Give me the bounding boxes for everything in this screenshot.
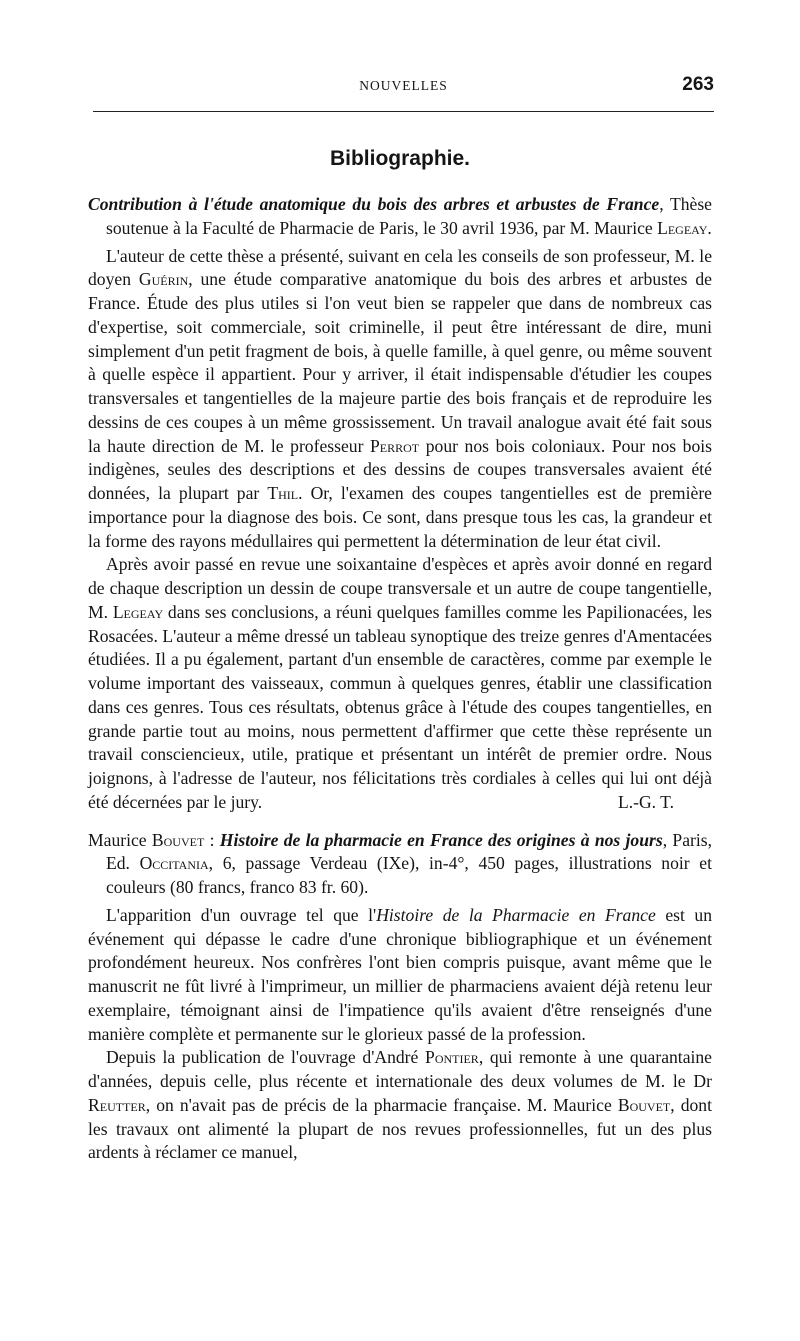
entry-title: Histoire de la pharmacie en France des origines à nos jours: [219, 829, 663, 850]
text-run: , Paris, Ed.: [106, 829, 712, 874]
book-title: Histoire de la Pharmacie en France: [376, 904, 656, 925]
entry-author: Bouvet: [151, 829, 205, 850]
person-name: Perrot: [370, 435, 420, 456]
person-name: Reutter: [88, 1094, 146, 1115]
header-rule: [93, 111, 714, 112]
text-run: est un événement qui dépasse le cadre d'une chronique bibliographique et un événement profondément heureux. Nos confrères l'ont bien compris puisque, avant même que le manuscrit ne fût livré à l'imprimeur, un millier de pharmaciens avaient déjà retenu leur exemplaire, témoignant ainsi de l'impatience qu'ils avaient d'être renseignés d'une manière complète et permanente sur le glorieux passé de la profession.: [88, 904, 712, 1044]
text-run: . Or, l'examen des coupes tangentielles est de première importance pour la diagnose des bois. Ce sont, dans presque tous les cas, la grandeur et la forme des rayons médullaires qui permettent la détermination de leur état civil.: [88, 483, 712, 551]
running-head: NOUVELLES: [359, 78, 448, 93]
text-run: Après avoir passé en revue une soixantaine d'espèces et après avoir donné en regard de chaque description un dessin de coupe transversale et un autre de coupe tangentielle, M.: [88, 554, 712, 622]
person-name: Bouvet: [617, 1094, 671, 1115]
entry-details-end: .: [707, 217, 712, 238]
section-title: Bibliographie.: [329, 147, 470, 170]
review-paragraph: [88, 553, 712, 814]
review-paragraph: [88, 245, 712, 554]
text-run: dans ses conclusions, a réuni quelques familles comme les Papilionacées, les Rosacées. L'auteur a même dressé un tableau synoptique des treize genres d'Amentacées étudiées. Il a pu également, partant d'un ensemble de caractères, comme par exemple le volume important des vaisseaux, commun à quelques genres, établir une classification dans ces genres. Tous ces résultats, obtenus grâce à l'étude des coupes tangentielles, en grande partie tout au moins, nous permettent d'affirmer que cette thèse représente un travail consciencieux, utile, pratique et présentant un intérêt de premier ordre. Nous joignons, à l'adresse de l'auteur, nos félicitations très cordiales à celles qui lui ont déjà été décernées par le jury.: [88, 601, 712, 812]
person-name: Pontier: [425, 1047, 479, 1068]
entry-details: , Thèse soutenue à la Faculté de Pharmacie de Paris, le 30 avril 1936, par M. Maurice: [106, 194, 712, 238]
entry-author: Legeay: [657, 217, 708, 238]
review-signature: L.-G. T.: [617, 791, 674, 812]
text-run: , 6, passage Verdeau (IXe), in-4°, 450 pages, illustrations noir et couleurs (80 francs, franco 83 fr. 60).: [106, 853, 712, 897]
bibliographic-entry-1: [88, 193, 712, 241]
entry-title: Contribution à l'étude anatomique du bois des arbres et arbustes de France: [88, 194, 660, 214]
text-run: , une étude comparative anatomique du bois des arbres et arbustes de France. Étude des plus utiles si l'on veut bien se rappeler que dans de nombreux cas d'expertise, soit commerciale, soit criminelle, il peut être intéressant de dire, muni simplement d'un petit fragment de bois, à quelle famille, à quel genre, ou même souvent à quelle espèce il appartient. Pour y arriver, il était indispensable d'étudier les coupes transversales et tangentielles de la majeure partie des bois français et de reproduire les dessins de ces coupes à un même grossissement. Un travail analogue avait été fait sous la haute direction de M. le professeur: [88, 269, 712, 456]
text-run: Depuis la publication de l'ouvrage d'André: [106, 1047, 426, 1068]
text-run: L'auteur de cette thèse a présenté, suivant en cela les conseils de son professeur, M. le doyen: [88, 245, 712, 290]
text-run: pour nos bois coloniaux. Pour nos bois indigènes, seules des descriptions et des dessins de coupes transversales avaient été données, la plupart par: [88, 435, 712, 503]
bibliographic-entry-2: [88, 829, 712, 900]
text-run: Maurice: [88, 829, 152, 850]
review-paragraph: [88, 904, 712, 1047]
text-run: , qui remonte à une quarantaine d'années, depuis celle, plus récente et internationale des deux volumes de M. le Dr: [88, 1047, 712, 1091]
body-text: [88, 193, 712, 1165]
text-run: , on n'avait pas de précis de la pharmacie française. M. Maurice: [145, 1094, 618, 1115]
person-name: Thil: [267, 483, 299, 503]
review-paragraph: [88, 1046, 712, 1165]
text-run: :: [204, 829, 220, 850]
person-name: Legeay: [112, 601, 164, 622]
publisher-name: Occitania: [139, 853, 209, 874]
text-run: L'apparition d'un ouvrage tel que l': [106, 904, 377, 925]
text-run: , dont les travaux ont alimenté la plupart de nos revues professionnelles, fut un des plus ardents à réclamer ce manuel,: [88, 1094, 712, 1163]
person-name: Guérin: [138, 269, 189, 290]
page-header: [93, 74, 714, 100]
page-number: 263: [682, 74, 714, 95]
